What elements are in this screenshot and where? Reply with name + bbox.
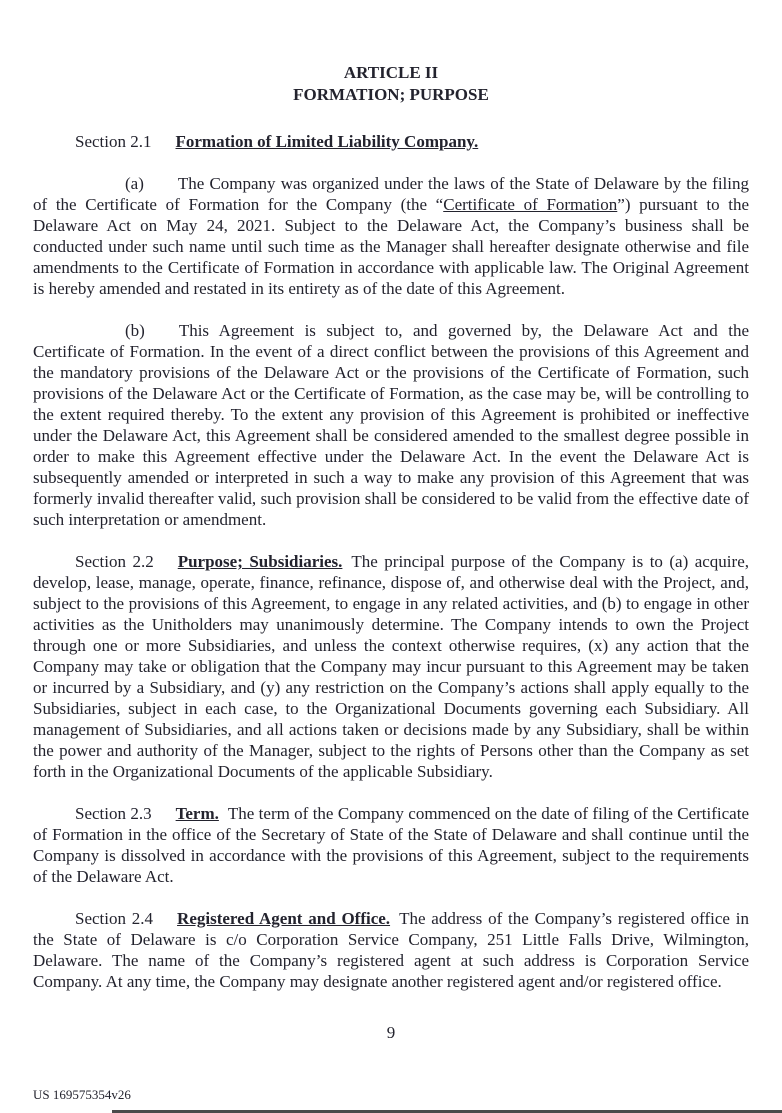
page-number: 9 <box>386 1023 396 1042</box>
paragraph-a-text-before-term: The Company was organized under the laws of the State of Delaware by the filing of the Certificate of Formation for the Company (the “ <box>33 174 749 214</box>
section-2-1-paragraph-b <box>33 320 749 530</box>
section-2-2-title: Purpose; Subsidiaries. <box>177 552 343 571</box>
section-2-1-label: Section 2.1 <box>75 132 152 151</box>
paragraph-b-label: (b) <box>125 321 145 340</box>
article-number: ARTICLE II <box>343 63 439 82</box>
section-2-1-heading <box>33 131 749 152</box>
article-title <box>33 62 749 106</box>
section-2-2-label: Section 2.2 <box>75 552 154 571</box>
article-name: FORMATION; PURPOSE <box>293 85 489 104</box>
paragraph-a-label: (a) <box>125 174 144 193</box>
paragraph-a-text-after-term: ”) pursuant to the Delaware Act on May 24, 2021. Subject to the Delaware Act, the Company’s business shall be conducted under such name until such time as the Manager shall hereafter designate otherwise and file amendments to the Certificate of Formation in accordance with applicable law. The Original Agreement is hereby amended and restated in its entirety as of the date of this Agreement. <box>33 195 749 298</box>
section-2-2-paragraph <box>33 551 749 782</box>
section-2-3-paragraph <box>33 803 749 887</box>
section-2-4-label: Section 2.4 <box>75 909 154 928</box>
section-2-3-text: The term of the Company commenced on the date of filing of the Certificate of Formation in the office of the Secretary of State of the State of Delaware and shall continue until the Company is dissolved in accordance with the provisions of this Agreement, subject to the requirements of the Delaware Act. <box>33 804 749 886</box>
section-2-1-paragraph-a <box>33 173 749 299</box>
section-2-3-title: Term. <box>175 804 219 823</box>
section-2-4-title: Registered Agent and Office. <box>177 909 391 928</box>
section-2-3-label: Section 2.3 <box>75 804 152 823</box>
paragraph-b-text: This Agreement is subject to, and governed by, the Delaware Act and the Certificate of Formation. In the event of a direct conflict between the provisions of this Agreement and the mandatory provisions of the Delaware Act or the provisions of the Certificate of Formation, such provisions of the Delaware Act or the Certificate of Formation, as the case may be, will be controlling to the extent required thereby. To the extent any provision of this Agreement is prohibited or ineffective under the Delaware Act, this Agreement shall be considered amended to the smallest degree possible in order to make this Agreement effective under the Delaware Act. In the event the Delaware Act is subsequently amended or interpreted in such a way to make any provision of this Agreement that was formerly invalid thereafter valid, such provision shall be considered to be valid from the effective date of such interpretation or amendment. <box>33 321 749 529</box>
defined-term-certificate-of-formation: Certificate of Formation <box>443 195 618 214</box>
section-2-4-paragraph <box>33 908 749 992</box>
document-id-footer: US 169575354v26 <box>33 1087 131 1102</box>
section-2-2-text: The principal purpose of the Company is to (a) acquire, develop, lease, manage, operate, finance, refinance, dispose of, and otherwise deal with the Project, and, subject to the provisions of this Agreement, to engage in any related activities, and (b) to engage in other activities as the Unitholders may unanimously determine. The Company intends to own the Project through one or more Subsidiaries, and unless the context otherwise requires, (x) any action that the Company may take or obligation that the Company may incur pursuant to this Agreement may be taken or incurred by a Subsidiary, and (y) any restriction on the Company’s actions shall apply equally to the Subsidiaries, subject in each case, to the Organizational Documents governing each Subsidiary. All management of Subsidiaries, and all actions taken or decisions made by any Subsidiary, shall be within the power and authority of the Manager, subject to the rights of Persons other than the Company as set forth in the Organizational Documents of the applicable Subsidiary. <box>33 552 749 781</box>
section-2-4-text: The address of the Company’s registered office in the State of Delaware is c/o Corporation Service Company, 251 Little Falls Drive, Wilmington, Delaware. The name of the Company’s registered agent at such address is Corporation Service Company. At any time, the Company may designate another registered agent and/or registered office. <box>33 909 749 991</box>
section-2-1-title: Formation of Limited Liability Company. <box>175 132 479 151</box>
